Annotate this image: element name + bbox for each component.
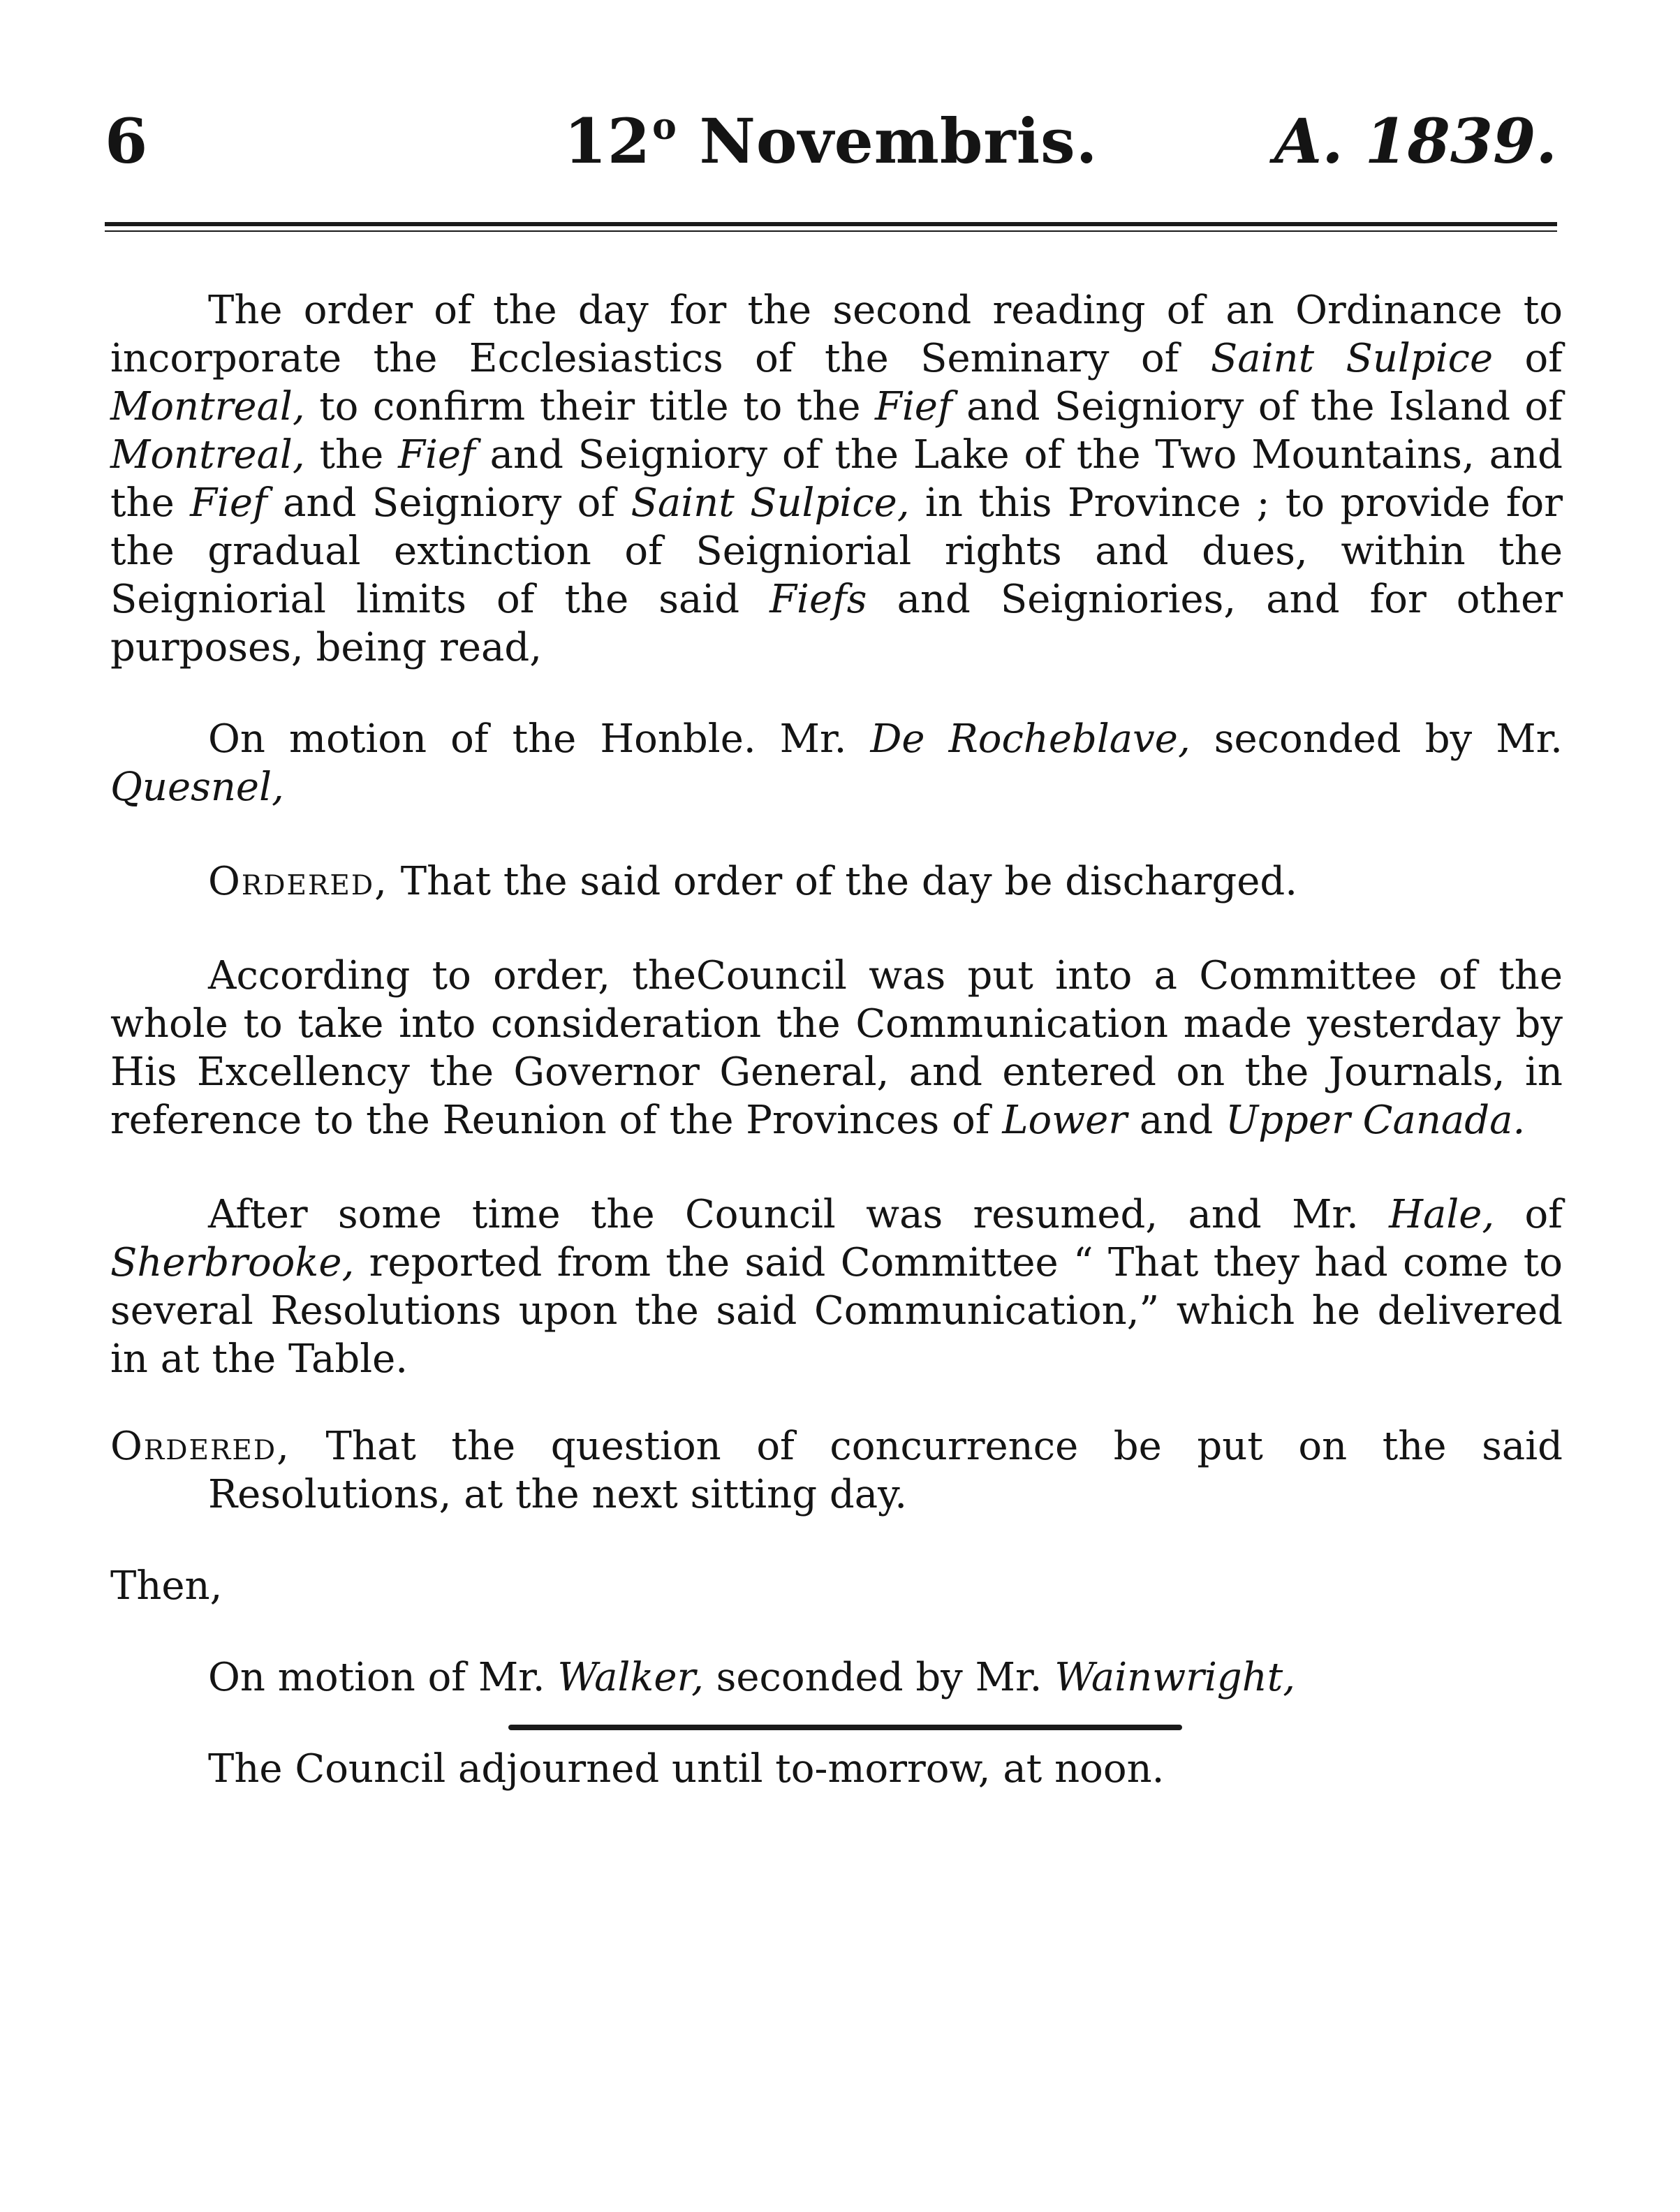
italic-run: Wainwright,: [1054, 1655, 1296, 1700]
text-run: and Seigniory of the Island of: [952, 384, 1563, 429]
italic-run: Fief: [398, 432, 476, 478]
text-run: of: [1494, 1192, 1563, 1237]
title-ordinal: o: [652, 105, 677, 148]
title-month: Novembris.: [699, 105, 1098, 177]
paragraph-then: [110, 1562, 1563, 1610]
italic-run: Upper Canada.: [1225, 1098, 1526, 1143]
text-run: On motion of the Honble. Mr.: [208, 716, 871, 762]
closing-rule: [508, 1725, 1182, 1730]
italic-run: Saint Sulpice,: [631, 480, 910, 526]
text-run: of: [1493, 336, 1563, 381]
paragraph-committee: [110, 952, 1563, 1144]
text-run: in this Province ; to provide for the gradual extinction of Seigniorial rights and dues, within the Seigniorial limits of the said: [110, 480, 1563, 622]
text-run: That the question of concurrence be put on the said Resolutions, at the next sitting day.: [208, 1424, 1563, 1517]
paragraph-adjourned: [110, 1745, 1563, 1793]
italic-run: Hale,: [1389, 1192, 1495, 1237]
text-run: According to order, theCouncil was put into a Committee of the whole to take into consideration the Communication made yesterday by His Excellency the Governor General, and entered on the Journals, in reference to the Reunion of the Provinces of: [110, 953, 1563, 1143]
text-run: and Seigniory of the Lake of the Two Mountains, and the: [110, 432, 1563, 526]
year-label: A. 1839.: [1274, 105, 1557, 177]
text-run: and Seigniory of: [267, 480, 631, 526]
paragraph-resumed: [110, 1190, 1563, 1383]
text-run: to confirm their title to the: [304, 384, 876, 429]
text-run: On motion of Mr.: [208, 1655, 558, 1700]
ordered-label: Ordered,: [110, 1424, 290, 1469]
text-run: After some time the Council was resumed, and Mr.: [208, 1192, 1390, 1237]
text-run: The order of the day for the second reading of an Ordinance to incorporate the Ecclesiastics of the Seminary of: [110, 288, 1563, 381]
paragraph-ordered-concurrence: [110, 1422, 1563, 1519]
italic-run: Montreal,: [110, 384, 305, 429]
text-run: Then,: [110, 1563, 223, 1609]
text-run: and Seigniories, and for other purposes, being read,: [110, 577, 1563, 670]
header-rule: [105, 222, 1557, 232]
text-run: seconded by Mr.: [703, 1655, 1055, 1700]
italic-run: Fief: [875, 384, 952, 429]
italic-run: Saint Sulpice: [1210, 336, 1494, 381]
paragraph-motion-walker: [110, 1653, 1563, 1702]
text-run: the: [304, 432, 399, 478]
italic-run: Fiefs: [769, 577, 867, 622]
italic-run: Fief: [190, 480, 267, 526]
text-run: The Council adjourned until to-morrow, at noon.: [208, 1746, 1165, 1792]
italic-run: De Rocheblave,: [870, 716, 1191, 762]
text-run: and: [1127, 1098, 1225, 1143]
text-run: That the said order of the day be discharged.: [388, 859, 1298, 904]
ordered-label: Ordered,: [208, 859, 388, 904]
paragraph-ordered-discharged: [110, 857, 1563, 906]
journal-body: [110, 286, 1563, 1793]
page-number: 6: [105, 105, 148, 177]
italic-run: Sherbrooke,: [110, 1240, 355, 1285]
page-header: [105, 105, 1557, 182]
text-run: reported from the said Committee “ That they had come to several Resolutions upon the said Communication,” which he delivered in at the Table.: [110, 1240, 1563, 1382]
paragraph-motion-rocheblave: [110, 715, 1563, 811]
italic-run: Walker,: [557, 1655, 704, 1700]
italic-run: Quesnel,: [110, 765, 284, 810]
italic-run: Lower: [1002, 1098, 1128, 1143]
title-day: 12: [563, 105, 651, 177]
text-run: seconded by Mr.: [1190, 716, 1563, 762]
italic-run: Montreal,: [110, 432, 305, 478]
paragraph-ordinance: [110, 286, 1563, 672]
